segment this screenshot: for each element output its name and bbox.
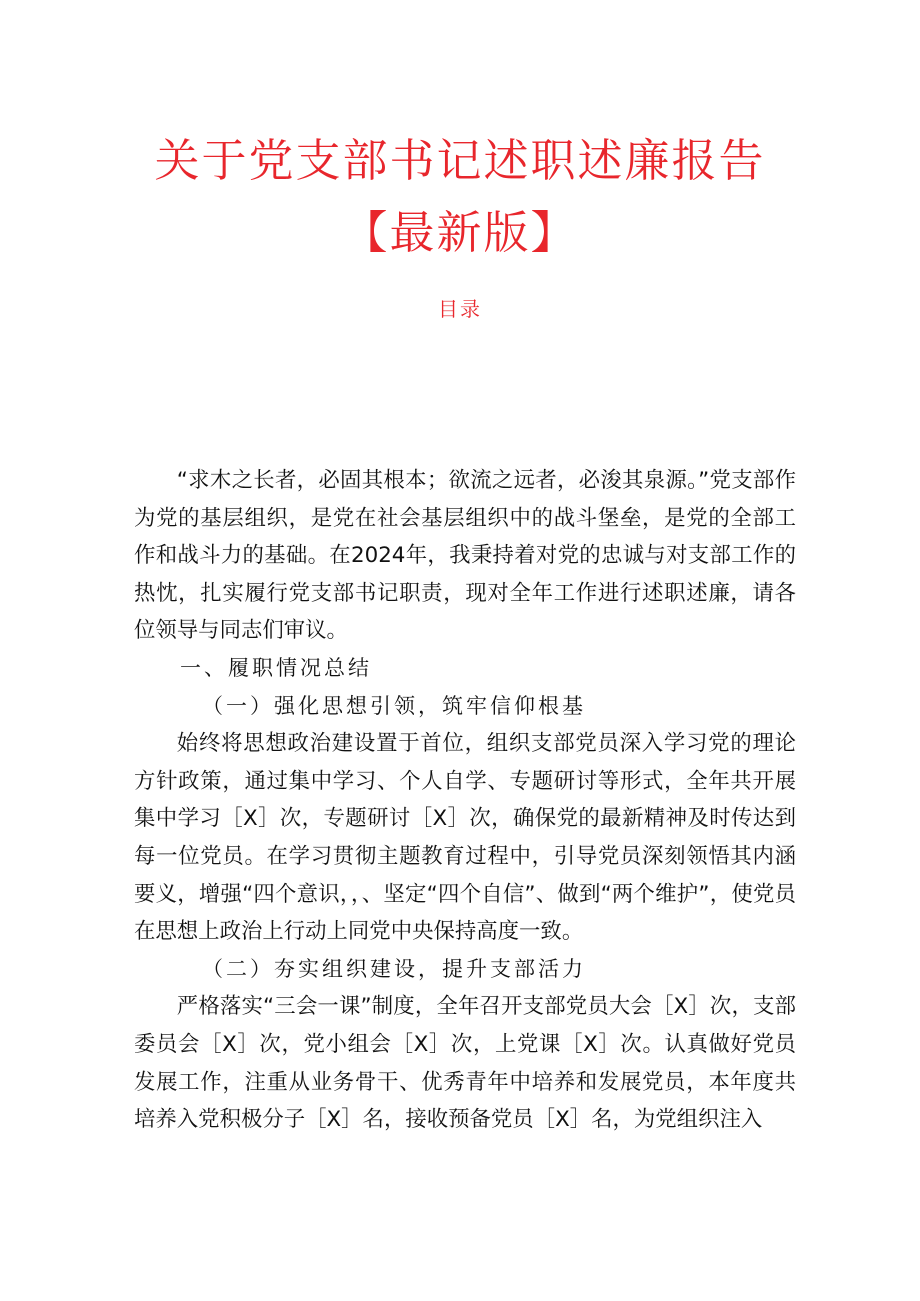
document-body	[134, 462, 796, 1139]
subsection-paragraph-1: 始终将思想政治建设置于首位，组织支部党员深入学习党的理论方针政策，通过集中学习、个人自学、专题研讨等形式，全年共开展集中学习［X］次，专题研讨［X］次，确保党的最新精神及时传达到每一位党员。在学习贯彻主题教育过程中，引导党员深刻领悟其内涵要义，增强“四个意识，，、坚定“四个自信”、做到“两个维护”，使党员在思想上政治上行动上同党中央保持高度一致。	[134, 731, 796, 945]
table-of-contents-label: 目录	[438, 297, 482, 321]
document-title: 关于党支部书记述职述廉报告	[154, 134, 766, 187]
subsection-heading-1: （一）强化思想引领，筑牢信仰根基	[202, 693, 586, 718]
subsection-heading-2: （二）夯实组织建设，提升支部活力	[202, 956, 586, 981]
document-subtitle: 【最新版】	[342, 206, 578, 259]
subsection-paragraph-2: 严格落实“三会一课”制度，全年召开支部党员大会［X］次，支部委员会［X］次，党小组会［X］次，上党课［X］次。认真做好党员发展工作，注重从业务骨干、优秀青年中培养和发展党员，本年度共培养入党积极分子［X］名，接收预备党员［X］名，为党组织注入	[134, 994, 796, 1133]
section-heading-1: 一、履职情况总结	[180, 655, 372, 680]
intro-paragraph: “求木之长者，必固其根本；欲流之远者，必浚其泉源。”党支部作为党的基层组织，是党在社会基层组织中的战斗堡垒，是党的全部工作和战斗力的基础。在2024年，我秉持着对党的忠诚与对支部工作的热忱，扎实履行党支部书记职责，现对全年工作进行述职述廉，请各位领导与同志们审议。	[134, 468, 796, 644]
